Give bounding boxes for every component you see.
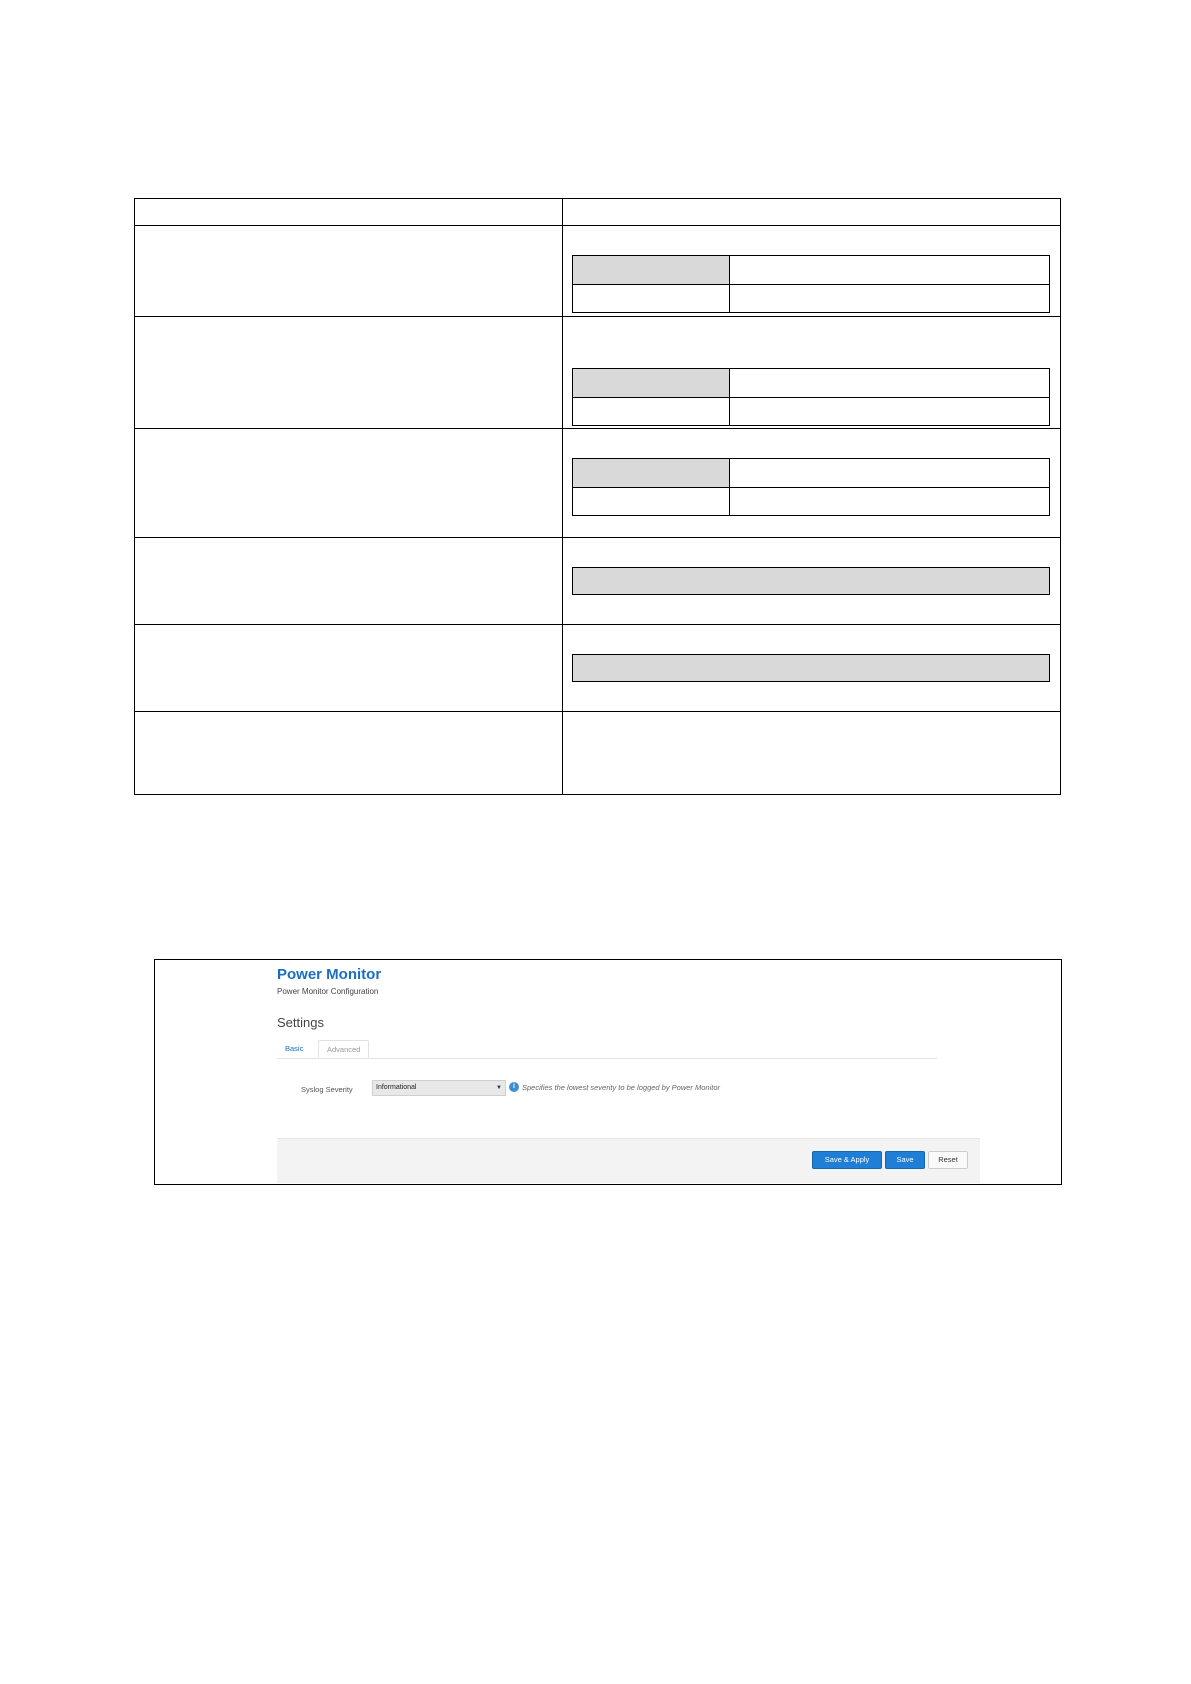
- save-apply-button[interactable]: Save & Apply: [812, 1151, 882, 1169]
- nested-table-cell: [573, 488, 730, 515]
- table-row: [135, 316, 1060, 428]
- syslog-severity-value: Informational: [376, 1084, 417, 1091]
- nested-table-row: [573, 459, 1049, 487]
- chevron-down-icon: ▼: [496, 1085, 502, 1091]
- page-title: Power Monitor: [277, 966, 382, 983]
- tab-advanced[interactable]: Advanced: [318, 1040, 369, 1058]
- nested-table-row: [573, 256, 1049, 284]
- syslog-severity-label: Syslog Severity: [301, 1085, 353, 1094]
- tab-bar: [277, 1040, 937, 1059]
- nested-table-cell: [573, 369, 730, 397]
- table-row: [135, 428, 1060, 537]
- table-header-row: [135, 199, 1060, 225]
- shaded-bar: [572, 654, 1050, 682]
- nested-table-row: [573, 284, 1049, 312]
- tab-basic[interactable]: Basic: [285, 1044, 304, 1053]
- info-icon: i: [509, 1082, 519, 1092]
- nested-table: [572, 458, 1050, 516]
- shaded-bar: [572, 567, 1050, 595]
- table-row: [135, 711, 1060, 795]
- nested-table-cell: [573, 256, 730, 284]
- action-bar: [277, 1138, 980, 1183]
- reset-button[interactable]: Reset: [928, 1151, 968, 1169]
- table-row: [135, 624, 1060, 711]
- nested-table-cell: [573, 459, 730, 487]
- document-table: [134, 198, 1061, 795]
- nested-table-row: [573, 369, 1049, 397]
- nested-table: [572, 368, 1050, 426]
- ui-screenshot-frame: [154, 959, 1062, 1185]
- syslog-severity-description: Specifies the lowest severity to be logged by Power Monitor: [522, 1083, 721, 1092]
- nested-table-row: [573, 487, 1049, 515]
- save-button[interactable]: Save: [885, 1151, 925, 1169]
- nested-table-row: [573, 397, 1049, 425]
- nested-table-cell: [573, 285, 730, 312]
- section-heading: Settings: [277, 1015, 324, 1030]
- nested-table: [572, 255, 1050, 313]
- syslog-severity-select[interactable]: [372, 1080, 506, 1096]
- table-row: [135, 537, 1060, 624]
- page-subtitle: Power Monitor Configuration: [277, 987, 379, 996]
- nested-table-cell: [573, 398, 730, 425]
- table-row: [135, 225, 1060, 316]
